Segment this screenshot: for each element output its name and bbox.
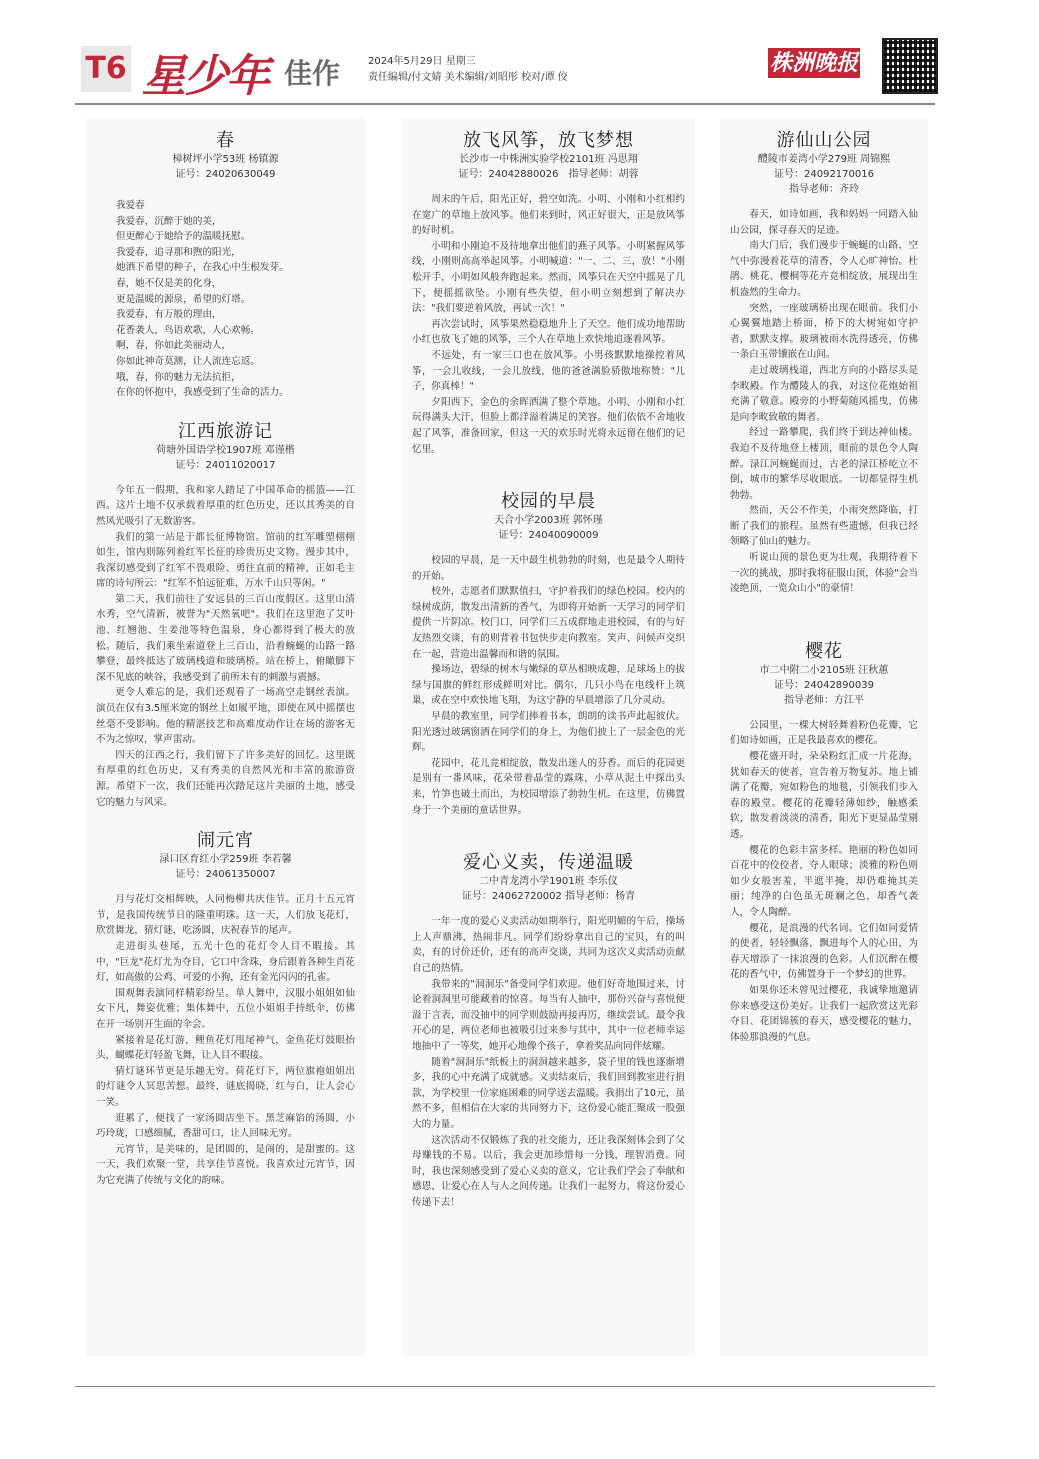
staff-line: 责任编辑/付文婧 美术编辑/刘昭彤 校对/谭 佼 [368, 72, 568, 83]
paragraph: 周末的午后，阳光正好，碧空如洗。小明、小刚和小红相约在宽广的草地上放风筝。他们来到时，风正好很大，正是放风筝的好时机。 [412, 194, 685, 237]
paragraph: 夕阳西下，金色的余晖洒满了整个草地。小明、小刚和小红玩得满头大汗，但脸上都洋溢着满足的笑容。他们依依不舍地收起了风筝，准备回家，但这一天的欢乐时光将永远留在他们的记忆里。 [412, 396, 685, 455]
article-title: 江西旅游记 [178, 420, 273, 442]
poem-line: 我爱春，追寻那和煦的阳光， [116, 246, 241, 258]
paragraph: 走过玻璃栈道，西北方向的小路尽头是李畋殿。作为醴陵人的我，对这位花炮始祖充满了敬意。殿旁的小野菊随风摇曳，仿佛是向李畋致敬的舞者。 [730, 364, 918, 423]
article-meta: 长沙市一中株洲实验学校2101班 冯思翔 [459, 154, 638, 165]
article-meta: 证号：24042880026 指导老师：胡蓉 [458, 169, 639, 180]
paragraph: 围观舞表演同样精彩纷呈。单人舞中，汉服小姐姐如仙女下凡，舞姿优雅；集体舞中，五位小姐姐手持纸伞，仿佛在开一场别开生面的伞会。 [96, 987, 355, 1030]
article-body [96, 483, 355, 810]
paragraph: 南大门后，我们漫步于蜿蜒的山路，空气中弥漫着花草的清香，令人心旷神怡。杜鹃、桃花、樱桐等花卉竞相绽放，展现出生机盎然的生命力。 [730, 240, 918, 298]
footer-divider [75, 1386, 935, 1387]
paragraph: 四天的江西之行，我们留下了许多美好的回忆。这里既有厚重的红色历史，又有秀美的自然风光和丰富的旅游资源。希望下一次，我们还能再次踏足这片美丽的土地，感受它的魅力与风采。 [96, 749, 355, 808]
paragraph: 樱花盛开时，朵朵粉红汇成一片花海，犹如春天的使者，宣告着万物复苏。地上铺满了花瓣，宛如粉色的地毯，引领我们步入春的殿堂。樱花的花瓣轻薄如纱，触感柔软，散发着淡淡的清香，阳光下更显晶莹剔透。 [730, 751, 918, 840]
paragraph: 我们的第一站是于都长征博物馆。馆前的红军雕塑栩栩如生，馆内则陈列着红军长征的珍贵历史文物。漫步其中，我深切感受到了红军不畏艰险、勇往直前的精神，正如毛主席的诗句所云："红军不怕远征难，万水千山只等闲。" [96, 531, 355, 590]
article-meta: 证号：24020630049 [175, 169, 276, 180]
article-title: 春 [216, 130, 235, 151]
poem-line: 我爱春，有万般的理由， [116, 309, 222, 321]
article-meta: 证号：24011020017 [175, 459, 276, 471]
poem-line: 我爱春，沉醉于她的美， [116, 215, 222, 227]
poem-line: 在你的怀抱中，我感受到了生命的活力。 [116, 387, 289, 399]
article-xianshan-park [730, 126, 918, 597]
article-meta: 证号：24062720002 指导老师：杨青 [461, 891, 636, 903]
paragraph: 走进街头巷尾，五光十色的花灯令人目不暇接。其中，"巨龙"花灯尤为夺目，它口中含珠，身后跟着各种生肖花灯，如高傲的公鸡、可爱的小狗，还有金光闪闪的孔雀。 [96, 940, 355, 984]
poem-line: 啊，春，你如此美丽动人， [116, 340, 232, 352]
article-meta: 指导老师：方江平 [784, 694, 864, 706]
article-lantern [96, 826, 355, 1188]
paragraph: 第二天，我们前往了安远县的三百山度假区。这里山清水秀，空气清新，被誉为"天然氧吧"。我们在这里泡了艾叶池、红翘池、生姜池等特色温泉，身心都得到了极大的放松。随后，我们乘坐索道登上三百山，沿着蜿蜒的山路一路攀登，最终抵达了玻璃栈道和玻璃桥。站在桥上，俯瞰脚下深不见底的峡谷，我感受到了前所未有的刺激与震撼。 [96, 593, 355, 683]
article-title: 游仙山公园 [776, 130, 872, 151]
paragraph: 月与花灯交相辉映，人同梅柳共庆佳节。正月十五元宵节，是我国传统节日的隆重明珠。这一天，人们放飞花灯，欣赏舞龙，猜灯谜，吃汤圆，庆祝春节的尾声。 [96, 894, 355, 937]
paragraph: 公园里，一棵大树轻舞着粉色花瓣，它们如诗如画，正是我最喜欢的樱花。 [730, 719, 918, 747]
article-meta: 证号：24040090009 [498, 530, 599, 542]
article-meta: 樟树坪小学53班 杨镇源 [172, 154, 279, 165]
poem-line: 花香袭人，鸟语欢歌，人心欢畅。 [116, 324, 260, 336]
paragraph: 然而，天公不作美，小雨突然降临，打断了我们的旅程。虽然有些遗憾，但我已经领略了仙山的魅力。 [730, 505, 918, 548]
paragraph: 早晨的教室里，同学们捧着书本，朗朗的读书声此起彼伏。阳光透过玻璃窗洒在同学们的身上，为他们披上了一层金色的光辉。 [412, 711, 685, 754]
poem-line: 你如此神奇莫测，让人流连忘返。 [116, 355, 260, 367]
poem-line: 她洒下希望的种子，在我心中生根发芽。 [116, 262, 289, 274]
paragraph: 我带来的"洞洞乐"备受同学们欢迎。他们好奇地围过来，讨论着洞洞里可能藏着的惊喜。每当有人抽中，那份兴奋与喜悦便溢于言表，而没抽中的同学则鼓励再接再厉，继续尝试。最令我开心的是，两位老师也被吸引过来参与其中，其中一位老师幸运地抽中了一等奖，她开心地像个孩子，拿着奖品向同伴炫耀。 [412, 978, 685, 1052]
poem-line: 但更醉心于她给予的温暖抚慰。 [116, 231, 251, 243]
date-line: 2024年5月29日 星期三 [368, 56, 476, 67]
column-left [86, 118, 365, 1356]
poem-line: 我爱春 [116, 200, 145, 211]
article-kite [412, 126, 685, 457]
article-title: 校园的早晨 [501, 491, 596, 513]
article-cherry-blossom [730, 637, 918, 1045]
article-title: 樱花 [805, 640, 843, 662]
paragraph: 听说山顶的景色更为壮观，我期待着下一次的挑战，那时我将征服山顶，体验"会当凌绝顶，一览众山小"的豪情！ [730, 552, 918, 595]
article-meta: 证号：24061350007 [175, 869, 276, 881]
article-title: 放飞风筝，放飞梦想 [463, 130, 634, 151]
paragraph: 樱花，是浪漫的代名词。它们如同爱情的使者，轻轻飘落，飘进每个人的心田，为春天增添了一抹浪漫的色彩。人们沉醉在樱花的香气中，仿佛置身于一个梦幻的世界。 [730, 922, 918, 981]
paragraph: 随着"洞洞乐"纸板上的洞洞越来越多，袋子里的钱也逐渐增多，我的心中充满了成就感。义卖结束后，我们回到教室进行捐款，为学校里一位家庭困难的同学送去温暖。我捐出了10元，虽然不多，但相信在大家的共同努力下，这份爱心能汇聚成一股强大的力量。 [412, 1056, 685, 1130]
article-title: 闹元宵 [197, 830, 254, 852]
paragraph: 经过一路攀爬，我们终于到达神仙楼。我迫不及待地登上楼顶，眼前的景色令人陶醉。渌江河蜿蜒而过，古老的渌江桥屹立不倒，城市的繁华尽收眼底。一切都显得生机勃勃。 [730, 427, 918, 501]
article-meta: 二中青龙湾小学1901班 李乐仪 [479, 876, 618, 888]
paragraph: 紧接着是花灯游，鲤鱼花灯甩尾神气，金鱼花灯鼓眼抬头，蝴蝶花灯轻盈飞舞，让人目不暇接。 [96, 1034, 355, 1062]
paragraph: 突然，一座玻璃桥出现在眼前。我们小心翼翼地踏上桥面，桥下的大树宛如守护者，默默支撑。玻璃被雨水洗得透亮，仿佛一条白玉带镶嵌在山间。 [730, 302, 918, 361]
article-body [96, 892, 355, 1188]
column-middle [402, 118, 695, 1356]
article-jiangxi [96, 417, 355, 810]
article-meta: 市二中附二小2105班 汪秋蕙 [759, 664, 889, 676]
paragraph: 小明和小刚迫不及待地拿出他们的燕子风筝。小明紧握风筝线，小刚则高高举起风筝。小明喊道："一、二、三，放！"小刚松开手，小明如风般奔跑起来。然而，风筝只在天空中摇晃了几下，便摇摇欲坠。小刚有些失望，但小明立刻想到了解决办法："我们要逆着风放，再试一次！" [412, 240, 685, 315]
poem-line: 更是温暖的源泉，希望的灯塔。 [116, 293, 251, 305]
page-number-tag: T6 [81, 46, 131, 92]
paragraph: 今年五一假期，我和家人踏足了中国革命的摇篮——江西。这片土地不仅承载着厚重的红色历史，还以其秀美的自然风光吸引了无数游客。 [96, 484, 355, 527]
article-body [412, 914, 685, 1210]
poem-body [96, 198, 355, 401]
poem-line: 哦，春，你的魅力无法抗拒， [116, 371, 241, 383]
article-body [412, 553, 685, 818]
article-spring [96, 126, 355, 401]
paragraph: 这次活动不仅锻炼了我的社交能力，还让我深刻体会到了父母赚钱的不易。以后，我会更加珍惜每一分钱，理智消费。同时，我也深刻感受到了爱心义卖的意义，它让我们学会了奉献和感恩，让爱心在人与人之间传递。让我们一起努力，将这份爱心传递下去！ [412, 1134, 685, 1208]
brand-logo: 星少年 [142, 51, 268, 102]
paragraph: 校园的早晨，是一天中最生机勃勃的时刻，也是最令人期待的开始。 [412, 555, 685, 582]
paragraph: 一年一度的爱心义卖活动如期举行，阳光明媚的午后，操场上人声鼎沸，热闹非凡。同学们纷纷拿出自己的宝贝，有的叫卖，有的讨价还价，还有的高声交谈，共同为这次义卖活动贡献自己的热情。 [412, 916, 685, 974]
article-body [730, 207, 918, 597]
paragraph: 更令人难忘的是，我们还观看了一场高空走钢丝表演。演员在仅有3.5厘米宽的钢丝上如履平地，即使在风中摇摆也丝毫不受影响。他的精湛技艺和高难度动作让在场的游客无不为之惊叹，掌声雷动。 [96, 687, 355, 746]
paragraph: 如果你还未曾见过樱花，我诚挚地邀请你来感受这份美好。让我们一起欣赏这光彩夺目、花团锦簇的春天，感受樱花的魅力，体验那浪漫的气息。 [730, 984, 918, 1043]
paragraph: 花园中，花儿竞相绽放，散发出迷人的芬香。而后的花园更是别有一番风味，花朵带着晶莹的露珠，小草从泥土中探出头来，竹笋也破土而出，为校园增添了勃勃生机。在这里，仿佛置身于一个美丽的童话世界。 [412, 757, 685, 816]
column-right [720, 118, 928, 1356]
article-meta: 天合小学2003班 郭怀瑾 [494, 515, 603, 527]
poem-line: 春，她不仅是美的化身， [116, 277, 222, 289]
paragraph: 不远处，有一家三口也在放风筝。小男孩默默地操控着风筝，一会儿收线，一会儿放线，他的爸爸满脸骄傲地称赞："儿子，你真棒！" [412, 349, 685, 393]
article-meta: 证号：24042890039 [774, 679, 874, 691]
article-charity-sale [412, 848, 685, 1210]
paragraph: 再次尝试时，风筝果然稳稳地升上了天空。他们成功地帮助小红也放飞了她的风筝，三个人在草地上欢快地追逐着风筝。 [412, 318, 685, 346]
article-meta: 证号：24092170016 [774, 169, 874, 180]
page-header [0, 0, 1039, 110]
paragraph: 樱花的色彩丰富多样。艳丽的粉色如同百花中的佼佼者，夺人眼球；淡雅的粉色则如少女般害羞，半遮半掩，却仍难掩其美丽；纯净的白色虽无斑斓之色，却香气袭人，令人陶醉。 [730, 844, 918, 918]
newspaper-logo: 株洲晚报 [769, 50, 858, 76]
section-title: 佳作 [284, 57, 341, 90]
article-meta: 醴陵市姜湾小学279班 周锦熙 [757, 154, 891, 165]
paragraph: 逛累了，便找了一家汤圆店坐下。黑芝麻馅的汤圆，小巧玲珑，口感细腻，香甜可口，让人回味无穷。 [96, 1112, 355, 1140]
article-meta: 渌口区育红小学259班 李若馨 [159, 854, 292, 866]
article-meta: 荷塘外国语学校1907班 邓谨楷 [156, 444, 295, 456]
article-campus-morning [412, 487, 685, 818]
article-title: 爱心义卖，传递温暖 [463, 852, 634, 874]
paragraph: 春天，如诗如画，我和妈妈一同踏入仙山公园，探寻春天的足迹。 [730, 209, 918, 236]
paragraph: 操场边，碧绿的树木与嫩绿的草丛相映成趣，足球场上的拔绿与国旗的鲜红形成鲜明对比。偶尔，几只小鸟在电线杆上筑巢，或在空中欢快地飞翔，为这宁静的早晨增添了几分灵动。 [412, 664, 685, 707]
article-body [412, 192, 685, 457]
article-meta: 指导老师：齐玲 [789, 184, 859, 195]
header-divider [75, 103, 935, 105]
paragraph: 猜灯谜环节更是乐趣无穷。荷花灯下，两位旗袍姐姐出的灯谜令人冥思苦想。最终，谜底揭晓，红与白，让人会心一笑。 [96, 1065, 355, 1108]
paragraph: 元宵节，是美味的，是团圆的，是闹的，是甜蜜的。这一天，我们欢聚一堂，共享佳节喜悦。我喜欢过元宵节，因为它充满了传统与文化的韵味。 [96, 1143, 355, 1186]
paragraph: 校外，志愿者们默默值扫，守护着我们的绿色校园。校内的绿树成荫，散发出清新的香气，为即将开始新一天学习的同学们提供一片阴凉。校门口，同学们三五成群地走进校园，有的与好友热烈交谈，有的则背着书包快步走向教室。笑声、问候声交织在一起，营造出温馨而和谐的氛围。 [412, 586, 685, 660]
article-body [730, 718, 918, 1045]
qr-code-icon [882, 38, 938, 94]
